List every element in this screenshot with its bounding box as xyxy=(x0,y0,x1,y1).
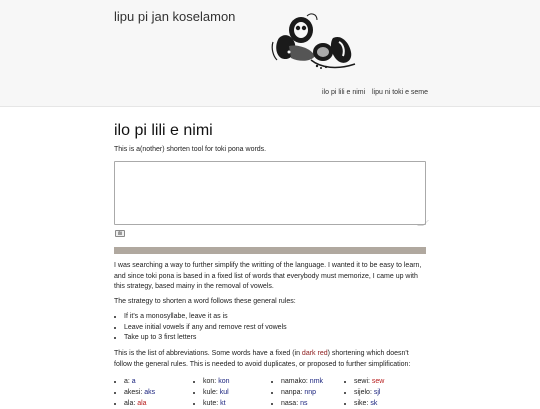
word: akesi xyxy=(124,389,141,396)
word: nanpa xyxy=(281,389,301,396)
abbreviation: kt xyxy=(220,400,226,407)
abbreviation-column-3 xyxy=(271,376,323,409)
abbreviation: a xyxy=(131,378,136,385)
word: nasa xyxy=(281,400,297,407)
intro-text: This is a(nother) shorten tool for toki pona words. xyxy=(114,146,267,153)
word: ala xyxy=(124,400,134,407)
word: namako xyxy=(281,378,306,385)
abbreviation-item: • ala: ala xyxy=(124,398,155,409)
site-header xyxy=(0,0,540,107)
shorten-button[interactable]: ilii xyxy=(115,230,125,237)
abbreviation-item: • namako: nmk xyxy=(281,376,323,387)
abbreviation-column-4 xyxy=(344,376,384,409)
abbreviation-item: • nanpa: nnp xyxy=(281,387,323,398)
abbreviation-column-1 xyxy=(114,376,155,409)
dark-red-highlight: dark red xyxy=(301,350,328,357)
page-title: ilo pi lili e nimi xyxy=(114,122,213,139)
abbreviation: sjl xyxy=(373,389,381,396)
abbreviation: kon xyxy=(218,378,230,385)
output-bar xyxy=(114,247,426,254)
abbreviation: ns xyxy=(300,400,308,407)
word: sewi xyxy=(354,378,369,385)
rule-item: • If it's a monosyllabe, leave it as is xyxy=(124,312,287,323)
rules-list xyxy=(114,312,287,344)
rule-item: • Leave initial vowels if any and remove rest of vowels xyxy=(124,323,287,334)
abbreviation-item: • sewi: sew xyxy=(354,376,384,387)
abbreviation-item: • kon: kon xyxy=(203,376,229,387)
abbreviation-item: • sike: sk xyxy=(354,398,384,409)
word: sike xyxy=(354,400,367,407)
word: kule xyxy=(203,389,216,396)
word: kute xyxy=(203,400,217,407)
abbreviation-item: • a: a xyxy=(124,376,155,387)
abbreviations-intro xyxy=(114,349,428,370)
abbreviation: sk xyxy=(370,400,378,407)
abbreviation-item: • akesi: aks xyxy=(124,387,155,398)
word: kon xyxy=(203,378,215,385)
abbreviation: nnp xyxy=(304,389,317,396)
words-input[interactable] xyxy=(114,161,426,225)
abbreviations-intro-text: This is the list of abbreviations. Some words have a fixed (in xyxy=(114,350,302,357)
abbreviation: aks xyxy=(144,389,156,396)
abbreviation-fixed: ala xyxy=(137,400,147,407)
abbreviation-item: • kute: kt xyxy=(203,398,229,409)
nav-link-about[interactable]: lipu ni toki e seme xyxy=(372,89,429,96)
description-paragraph: I was searching a way to further simplify the writting of the language. I wanted it to be easy to learn, and since toki pona is based in a fixed list of words that everybody must memorize, I came up with this strategy, based mainy in the removal of vowels. xyxy=(114,262,422,290)
rule-item: • Take up to 3 first letters xyxy=(124,333,287,344)
word: a xyxy=(124,378,128,385)
abbreviation-column-2 xyxy=(193,376,229,409)
abbreviation: kul xyxy=(219,389,229,396)
rules-intro: The strategy to shorten a word follows these general rules: xyxy=(114,298,296,305)
abbreviation-fixed: sew xyxy=(371,378,385,385)
abbreviations-intro-text-end: ) shortening which doesn't follow the general rules. This is needed to avoid duplicates, or proposed to further simplification: xyxy=(114,350,411,368)
abbreviation: nmk xyxy=(309,378,324,385)
nav-link-shortener[interactable]: ilo pi lili e nimi xyxy=(322,89,366,96)
word: sijelo xyxy=(354,389,370,396)
abbreviation-item: • nasa: ns xyxy=(281,398,323,409)
abbreviation-item: • sijelo: sjl xyxy=(354,387,384,398)
abbreviation-item: • kule: kul xyxy=(203,387,229,398)
ink-drawing-logo xyxy=(271,8,361,74)
site-title-link[interactable]: lipu pi jan koselamon xyxy=(114,9,236,24)
